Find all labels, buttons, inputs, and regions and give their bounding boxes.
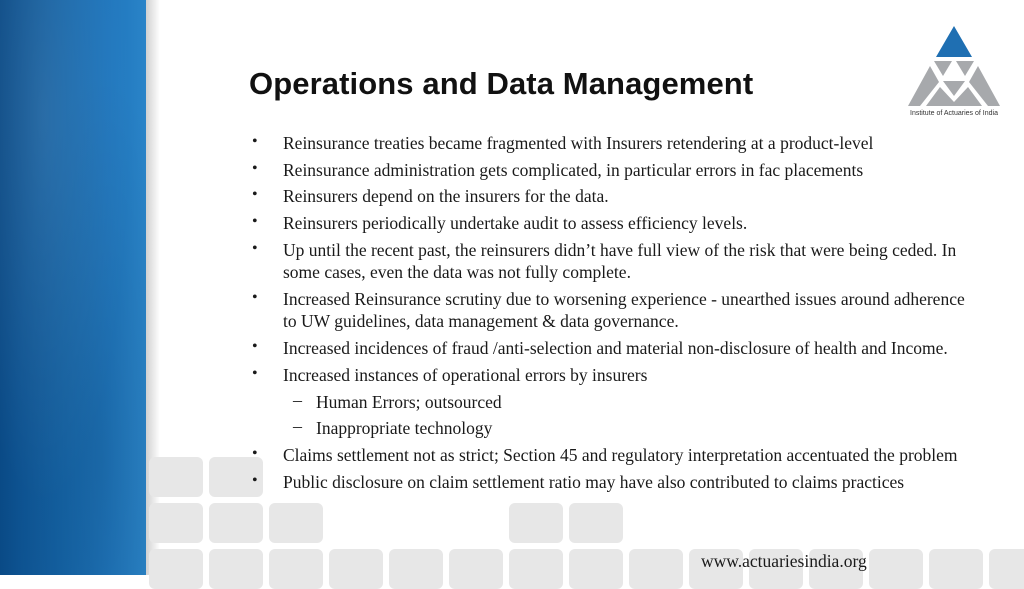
slide-title: Operations and Data Management: [249, 66, 754, 101]
bullet-text: Increased instances of operational errors by insurers: [283, 364, 648, 385]
tile: [569, 503, 623, 543]
bullet-item: [252, 288, 972, 333]
bullet-item: [252, 185, 972, 208]
tile: [509, 549, 563, 589]
tile: [449, 549, 503, 589]
tile: [509, 503, 563, 543]
tile: [329, 549, 383, 589]
bullet-item: [252, 212, 972, 235]
bullet-marker: •: [252, 186, 258, 204]
logo-caption: Institute of Actuaries of India: [910, 110, 998, 117]
bullet-marker: •: [252, 133, 258, 150]
tile: [569, 549, 623, 589]
bullet-marker: •: [252, 471, 258, 489]
bullet-item: [252, 132, 972, 155]
bullet-text: Up until the recent past, the reinsurers didn’t have full view of the risk that were being ceded. In some cases, even the data was not fully complete.: [283, 239, 957, 283]
bullet-item: [252, 239, 972, 284]
tile: [209, 503, 263, 543]
bullet-text: Inappropriate technology: [316, 418, 493, 439]
bullet-marker: •: [252, 444, 258, 462]
bullet-item: [252, 471, 972, 494]
bullet-text: Human Errors; outsourced: [316, 391, 502, 412]
tile: [149, 457, 203, 497]
footer-url: www.actuariesindia.org: [701, 551, 867, 571]
bullet-list: [252, 132, 972, 497]
bullet-text: Increased incidences of fraud /anti-selection and material non-disclosure of health and Income.: [283, 338, 948, 359]
tile: [149, 549, 203, 589]
bullet-text: Increased Reinsurance scrutiny due to worsening experience - unearthed issues around adherence to UW guidelines, data management & data governance.: [283, 288, 965, 332]
tile: [869, 549, 923, 589]
bullet-text: Public disclosure on claim settlement ratio may have also contributed to claims practices: [283, 471, 905, 492]
bullet-marker: •: [252, 239, 258, 257]
tile: [389, 549, 443, 589]
bullet-text: Reinsurers depend on the insurers for the data.: [283, 186, 609, 207]
tile: [629, 549, 683, 589]
sub-bullet-marker: –: [293, 389, 302, 410]
tile: [269, 503, 323, 543]
bullet-item: [252, 364, 972, 387]
bullet-text: Reinsurance administration gets complicated, in particular errors in fac placements: [283, 159, 864, 180]
left-decorative-band: [0, 0, 146, 575]
bullet-text: Reinsurance treaties became fragmented with Insurers retendering at a product-level: [283, 133, 874, 153]
bullet-marker: •: [252, 159, 258, 177]
bullet-text: Claims settlement not as strict; Section 45 and regulatory interpretation accentuated the problem: [283, 444, 958, 465]
bullet-marker: •: [252, 364, 258, 382]
tile: [209, 549, 263, 589]
bullet-marker: •: [252, 288, 258, 306]
sub-bullet-item: [252, 417, 972, 440]
tile: [149, 503, 203, 543]
bullet-text: Reinsurers periodically undertake audit to assess efficiency levels.: [283, 213, 748, 234]
tile: [269, 549, 323, 589]
tile: [989, 549, 1024, 589]
bullet-marker: •: [252, 338, 258, 356]
sub-bullet-marker: –: [293, 416, 302, 437]
institute-logo-icon: [906, 24, 1002, 122]
bullet-item: [252, 337, 972, 360]
bullet-marker: •: [252, 213, 258, 231]
bullet-item: [252, 444, 972, 467]
sub-bullet-item: [252, 391, 972, 414]
bullet-item: [252, 159, 972, 182]
tile: [929, 549, 983, 589]
